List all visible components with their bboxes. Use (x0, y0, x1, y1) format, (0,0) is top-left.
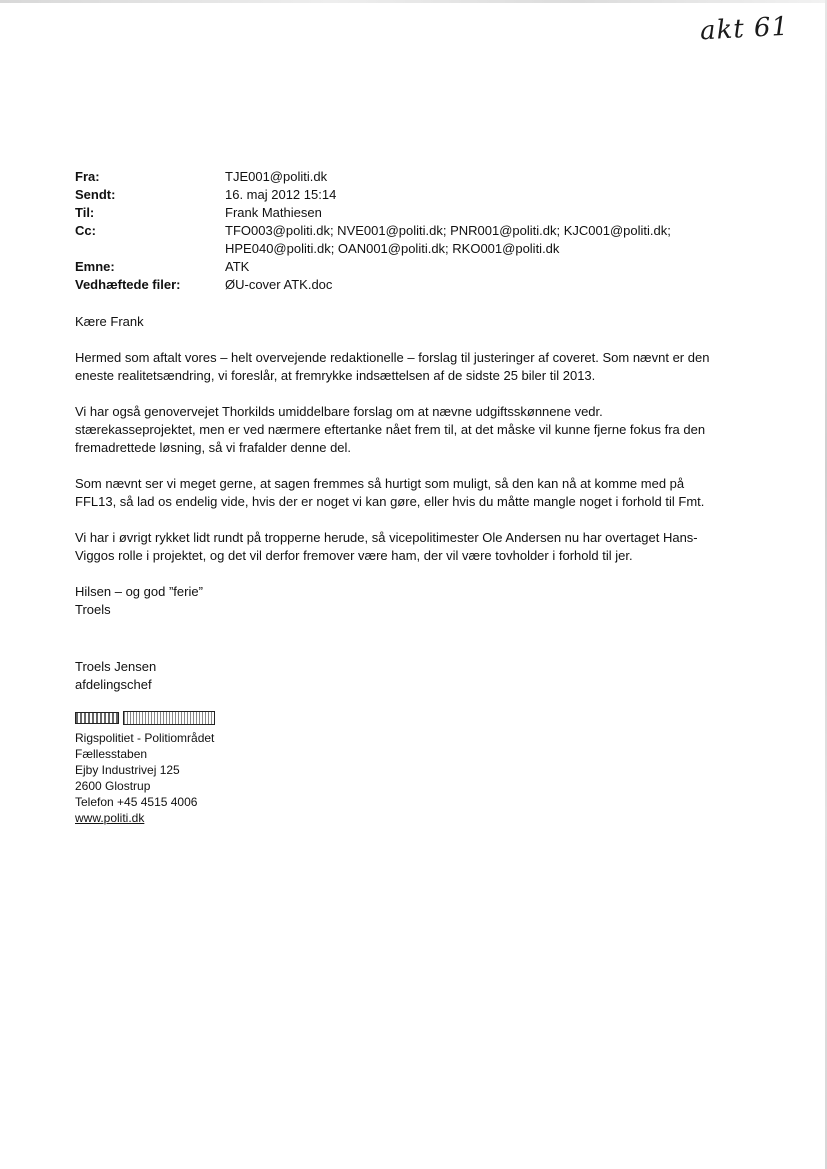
address-org: Rigspolitiet - Politiområdet (75, 731, 215, 745)
greeting: Kære Frank (75, 314, 144, 329)
attachments-value: ØU-cover ATK.doc (225, 277, 333, 292)
header-sent-row (75, 186, 725, 204)
email-body (75, 313, 755, 637)
closing-line-1: Hilsen – og god ”ferie” (75, 584, 203, 599)
subject-label: Emne: (75, 259, 115, 274)
paragraph-4 (75, 529, 755, 565)
signature (75, 658, 156, 694)
from-label: Fra: (75, 169, 100, 184)
cc-label: Cc: (75, 223, 96, 238)
paragraph-3 (75, 475, 755, 511)
header-cc-row (75, 222, 725, 258)
email-header (75, 168, 725, 294)
paragraph-2-line-2: stærekasseprojektet, men er ved nærmere eftertanke nået frem til, at det måske vil kunne fjerne fokus fra den (75, 422, 706, 437)
paragraph-3-line-2: FFL13, så lad os endelig vide, hvis der er noget vi kan gøre, eller hvis du måtte mangle noget i forhold til Fmt. (75, 494, 705, 509)
address-city: 2600 Glostrup (75, 779, 151, 793)
police-banner-icon (123, 711, 215, 725)
website-link[interactable]: www.politi.dk (75, 811, 145, 825)
header-subject-row (75, 258, 725, 276)
paragraph-3-line-1: Som nævnt ser vi meget gerne, at sagen fremmes så hurtigt som muligt, så den kan nå at komme med på (75, 476, 685, 491)
cc-value (225, 222, 725, 258)
to-value: Frank Mathiesen (225, 205, 322, 220)
paragraph-1 (75, 349, 755, 385)
sent-label: Sendt: (75, 187, 116, 202)
closing (75, 583, 755, 619)
paragraph-2 (75, 403, 755, 457)
paragraph-4-line-1: Vi har i øvrigt rykket lidt rundt på tropperne herude, så vicepolitimester Ole Andersen nu har overtaget Hans- (75, 530, 698, 545)
paragraph-2-line-3: fremadrettede løsning, så vi frafalder denne del. (75, 440, 352, 455)
scan-edge-top (0, 0, 827, 3)
paragraph-1-line-2: eneste realitetsændring, vi foreslår, at fremrykke indsættelsen af de sidste 25 biler til 2013. (75, 368, 596, 383)
paragraph-1-line-1: Hermed som aftalt vores – helt overvejende redaktionelle – forslag til justeringer af coveret. Som nævnt er den (75, 350, 710, 365)
address-block (75, 730, 214, 826)
address-street: Ejby Industrivej 125 (75, 763, 180, 777)
subject-value: ATK (225, 259, 250, 274)
header-to-row (75, 204, 725, 222)
address-dept: Fællesstaben (75, 747, 148, 761)
header-attachments-row (75, 276, 725, 294)
police-logo-icon (75, 712, 119, 724)
signature-title: afdelingschef (75, 677, 152, 692)
handwritten-annotation: akt 61 (699, 11, 790, 47)
paragraph-4-line-2: Viggos rolle i projektet, og det vil derfor fremover være ham, der vil være tovholder i forhold til jer. (75, 548, 633, 563)
closing-line-2: Troels (75, 602, 111, 617)
cc-value-line-1: TFO003@politi.dk; NVE001@politi.dk; PNR001@politi.dk; KJC001@politi.dk; (225, 223, 671, 238)
header-from-row (75, 168, 725, 186)
signature-name: Troels Jensen (75, 659, 157, 674)
from-value: TJE001@politi.dk (225, 169, 328, 184)
attachments-label: Vedhæftede filer: (75, 277, 181, 292)
address-phone: Telefon +45 4515 4006 (75, 795, 198, 809)
cc-value-line-2: HPE040@politi.dk; OAN001@politi.dk; RKO001@politi.dk (225, 241, 560, 256)
to-label: Til: (75, 205, 95, 220)
paragraph-2-line-1: Vi har også genovervejet Thorkilds umiddelbare forslag om at nævne udgiftsskønnene vedr. (75, 404, 603, 419)
sent-value: 16. maj 2012 15:14 (225, 187, 337, 202)
